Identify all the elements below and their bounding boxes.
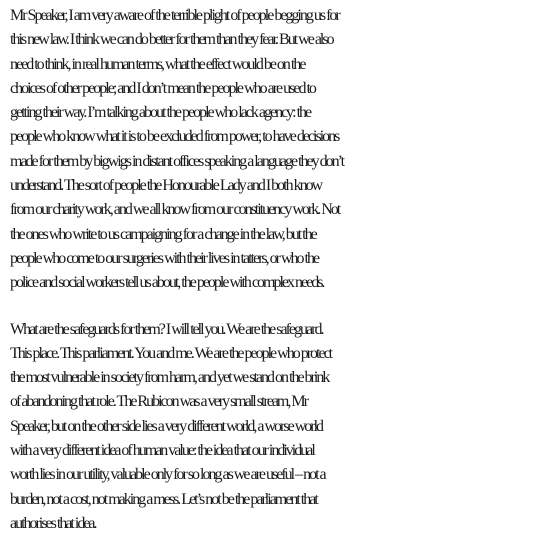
paragraph-2 xyxy=(10,318,552,537)
text-line: made for them by bigwigs in distant offices speaking a language they don’t xyxy=(10,152,344,170)
text-line: from our charity work, and we all know from our constituency work. Not xyxy=(10,201,340,219)
paragraph-1 xyxy=(10,4,552,296)
text-line: getting their way. I’m talking about the people who lack agency: the xyxy=(10,104,311,122)
text-line: authorises that idea. xyxy=(10,514,96,532)
text-line: need to think, in real human terms, what the effect would be on the xyxy=(10,55,305,73)
text-line: This place. This parliament. You and me. We are the people who protect xyxy=(10,344,332,362)
text-line: choices of other people; and I don’t mean the people who are used to xyxy=(10,79,315,97)
text-line: people who come to our surgeries with their lives in tatters, or who the xyxy=(10,249,319,267)
text-line: people who know what it is to be excluded from power, to have decisions xyxy=(10,128,339,146)
text-line: understand. The sort of people the Honourable Lady and I both know xyxy=(10,177,322,195)
text-line: the ones who write to us campaigning for a change in the law, but the xyxy=(10,225,316,243)
text-line: Speaker, but on the other side lies a very different world, a worse world xyxy=(10,417,323,435)
text-line: this new law. I think we can do better for them than they fear. But we also xyxy=(10,31,333,49)
text-line: What are the safeguards for them? I will tell you. We are the safeguard. xyxy=(10,320,323,338)
text-line: worth lies in our utility, valuable only for so long as we are useful – not a xyxy=(10,466,325,484)
text-line: with a very different idea of human value: the idea that our individual xyxy=(10,442,314,460)
text-line: of abandoning that role. The Rubicon was a very small stream, Mr xyxy=(10,393,307,411)
text-line: Mr Speaker, I am very aware of the terrible plight of people begging us for xyxy=(10,7,339,24)
text-line: burden, not a cost, not making a mess. Let’s not be the parliament that xyxy=(10,490,317,508)
text-line: the most vulnerable in society from harm, and yet we stand on the brink xyxy=(10,369,329,387)
text-line: police and social workers tell us about, the people with complex needs. xyxy=(10,274,324,292)
